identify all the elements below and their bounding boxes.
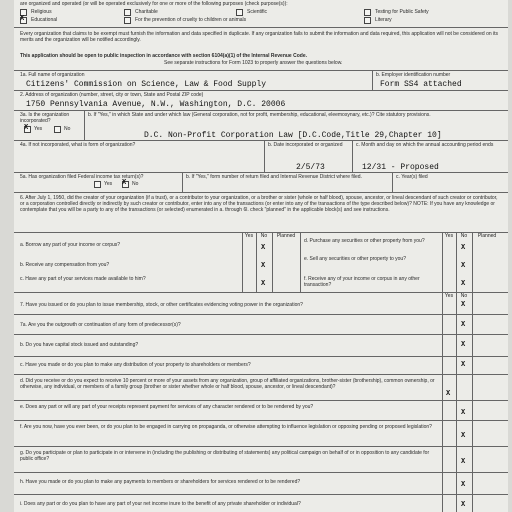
q7i-text: i. Does any part or do you plan to have any part of your net income inure to the benefit of any private shareholder or individual? [20, 501, 301, 507]
divider [456, 232, 457, 292]
divider [14, 314, 508, 315]
q2-value[interactable]: 1750 Pennsylvania Avenue, N.W., Washington, D.C. 20006 [26, 100, 286, 109]
q6d-text: d. Purchase any securities or other property from you? [304, 238, 425, 244]
purpose-cruelty-label: For the prevention of cruelty to children or animals [135, 17, 247, 23]
divider [472, 292, 473, 512]
q7b-text: b. Do you have capital stock issued and outstanding? [20, 342, 139, 348]
q7-text: 7. Have you issued or do you plan to issue membership, stock, or other certificates evidencing voting power in the organization? [20, 302, 303, 308]
form-page [14, 0, 508, 512]
q6-header-yes: Yes [444, 233, 454, 239]
checkbox-literary[interactable] [364, 17, 371, 24]
q6-header-no: No [460, 233, 468, 239]
q7-no-mark: X [461, 301, 466, 309]
divider [182, 172, 183, 192]
purpose-religious-label: Religious [31, 9, 52, 15]
q5b-label: b. If "Yes," form number of return filed and Internal Revenue District where filed. [186, 174, 362, 180]
instructions-paragraph: Every organization that claims to be exempt must furnish the information and data specified in duplicate. If any organization fails to submit the information and data required, this application will not be considered on its merits and the organization will be notified accordingly. [20, 31, 499, 43]
q7h-no-mark: X [461, 481, 466, 489]
q3a-yes-check-mark: X [24, 124, 29, 132]
divider [14, 494, 508, 495]
separate-instructions-note: See separate instructions for Form 1023 to properly answer the questions below. [164, 60, 343, 66]
divider [300, 232, 301, 292]
divider [14, 90, 508, 91]
q6b-text: b. Receive any compensation from you? [20, 262, 110, 268]
divider [456, 292, 457, 512]
q7c-text: c. Have you made or do you plan to make any distribution of your property to shareholders or members? [20, 362, 251, 368]
q7b-no-mark: X [461, 341, 466, 349]
q6d-no-mark: X [461, 244, 466, 252]
q6a-no-mark: X [261, 244, 266, 252]
educational-check-mark: X [20, 15, 25, 23]
q6-intro: 6. After July 1, 1950, did the creator of your organization (if a trust), or a contributor to your organization, or a brother or sister (whole or half blood), spouse, ancestor, or lineal descendant of such creator or contributor, or a corporation controlled directly or indirectly by such creator or contributor, enter into any of the transactions (or enter into any of the transactions of the type described below)? NOTE: If you have any knowledge or contemplate that you will be a party to any of the transactions (or selected) enumerated in a. through 6l. check "planned" in the applicable block(s) and see instructions. [20, 195, 498, 213]
q5a-yes-label: Yes [104, 181, 113, 187]
purpose-testing-label: Testing for Public Safety [375, 9, 429, 15]
q1b-label: b. Employer identification number [376, 72, 451, 78]
purposes-intro: are organized and operated (or will be operated exclusively for one or more of the following purposes (check purpose(s)): [20, 1, 288, 7]
divider [256, 232, 257, 292]
q7-header-yes: Yes [444, 293, 454, 299]
purpose-educational-label: Educational [31, 17, 58, 23]
divider [84, 110, 85, 140]
purpose-literary-label: Literary [375, 17, 392, 23]
q1b-value[interactable]: Form SS4 attached [380, 80, 462, 89]
q5c-label: c. Year(s) filed [396, 174, 428, 180]
q6-header-planned: Planned [477, 233, 497, 239]
divider [14, 472, 508, 473]
checkbox-charitable[interactable] [124, 9, 131, 16]
q4b-value[interactable]: 2/5/73 [296, 163, 325, 172]
divider [442, 292, 443, 512]
q6b-no-mark: X [261, 262, 266, 270]
q6e-text: e. Sell any securities or other property to you? [304, 256, 406, 262]
q3a-yes-label: Yes [34, 126, 43, 132]
q3b-label: b. If "Yes," in which State and under which law (General corporation, not for profit, membership, educational, eleemosynary, etc.)? Cite statutory provisions. [88, 112, 431, 118]
divider [472, 232, 473, 292]
q7a-no-mark: X [461, 321, 466, 329]
q4c-value[interactable]: 12/31 - Proposed [362, 163, 439, 172]
q6f-text: f. Receive any of your income or corpus in any other transaction? [304, 276, 420, 288]
q7a-text: 7a. Are you the outgrowth or continuation of any form of predecessor(s)? [20, 322, 181, 328]
q7g-text: g. Do you participate or plan to participate in or intervene in (including the publishing or distributing of statements) any political campaign on behalf of or in opposition to any candidate for public office? [20, 450, 430, 462]
q7c-no-mark: X [461, 361, 466, 369]
q3b-value[interactable]: D.C. Non-Profit Corporation Law [D.C.Code,Title 29,Chapter 10] [144, 131, 442, 140]
q1a-value[interactable]: Citizens' Commission on Science, Law & Food Supply [26, 80, 267, 89]
divider [14, 172, 508, 173]
divider [14, 446, 508, 447]
divider [14, 110, 508, 111]
q6c-text: c. Have any part of your services made available to him? [20, 276, 146, 282]
q4b-label: b. Date incorporated or organized [268, 142, 343, 148]
checkbox-cruelty[interactable] [124, 17, 131, 24]
divider [14, 400, 508, 401]
q5a-label: 5a. Has organization filed Federal income tax return(s)? [20, 174, 144, 180]
q4c-label: c. Month and day on which the annual accounting period ends [356, 142, 494, 148]
q7h-text: h. Have you made or do you plan to make any payments to members or shareholders for services rendered or to be rendered? [20, 479, 301, 485]
divider [14, 27, 508, 28]
q7g-no-mark: X [461, 458, 466, 466]
divider [14, 334, 508, 335]
divider [14, 192, 508, 193]
divider [14, 374, 508, 375]
q6f-no-mark: X [461, 280, 466, 288]
checkbox-scientific[interactable] [236, 9, 243, 16]
divider [442, 232, 443, 292]
q5a-no-check-mark: X [122, 179, 127, 187]
q6e-no-mark: X [461, 262, 466, 270]
q5a-yes-checkbox[interactable] [94, 181, 101, 188]
q2-label: 2. Address of organization (number, street, city or town, State and Postal ZIP code) [20, 92, 204, 98]
q6c-no-mark: X [261, 280, 266, 288]
divider [14, 356, 508, 357]
q3a-no-label: No [64, 126, 71, 132]
q7i-no-mark: X [461, 501, 466, 509]
q7f-text: f. Are you now, have you ever been, or do you plan to be engaged in carrying on propaganda, or otherwise attempting to influence legislation or opposing pending or proposed legislation? [20, 424, 432, 430]
purpose-scientific-label: Scientific [247, 9, 268, 15]
q7d-yes-mark: X [446, 390, 451, 398]
divider [372, 70, 373, 90]
q7f-no-mark: X [461, 432, 466, 440]
q6-header-planned: Planned [276, 233, 296, 239]
public-inspection-note: This application should be open to public inspection in accordance with section 6104(a)(1) of the Internal Revenue Code. [20, 53, 307, 59]
q5a-no-label: No [132, 181, 139, 187]
checkbox-testing[interactable] [364, 9, 371, 16]
q6-header-yes: Yes [244, 233, 254, 239]
divider [14, 420, 508, 421]
purpose-charitable-label: Charitable [135, 9, 158, 15]
divider [392, 172, 393, 192]
q3a-no-checkbox[interactable] [54, 126, 61, 133]
divider [14, 292, 508, 293]
q4a-label: 4a. If not incorporated, what is form of organization? [20, 142, 136, 148]
divider [272, 232, 273, 292]
q7-header-no: No [460, 293, 468, 299]
divider [242, 232, 243, 292]
q3a-label: 3a. Is the organization incorporated? [20, 112, 70, 124]
divider [14, 140, 508, 141]
divider [264, 140, 265, 172]
divider [14, 70, 508, 71]
q6a-text: a. Borrow any part of your income or corpus? [20, 242, 121, 248]
q7e-text: e. Does any part or will any part of your receipts represent payment for services of any character rendered or to be rendered by you? [20, 404, 314, 410]
q1a-label: 1a. Full name of organization [20, 72, 85, 78]
q7d-text: d. Did you receive or do you expect to receive 10 percent or more of your assets from any organization, group of affiliated organizations, brother-sister (brothership), common ownership, or otherwise, any individual, or members of a family group (brother or sister whether whole or half blood, spouse, ancestor, or lineal descendant)? [20, 378, 435, 390]
q7e-no-mark: X [461, 409, 466, 417]
divider [352, 140, 353, 172]
q6-header-no: No [260, 233, 268, 239]
